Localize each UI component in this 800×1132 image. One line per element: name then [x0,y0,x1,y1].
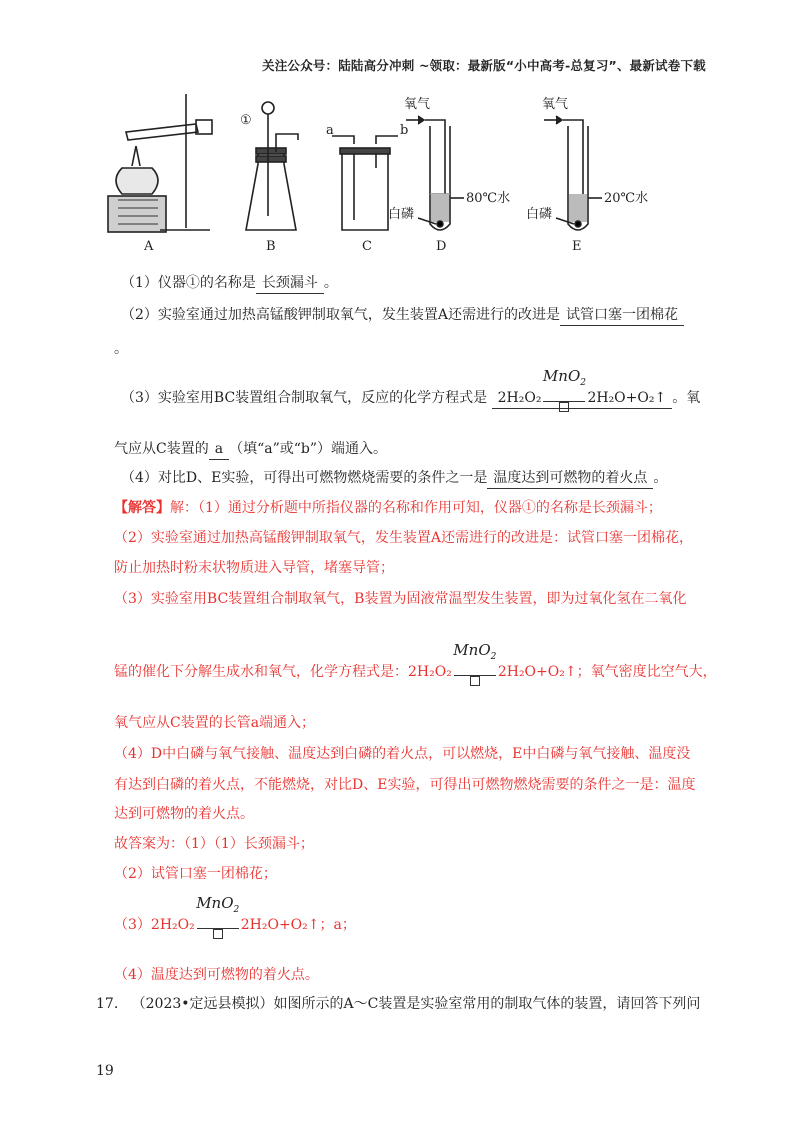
q4-line: （4）对比D、E实验，可得出可燃物燃烧需要的条件之一是 温度达到可燃物的着火点 。 [121,468,667,489]
fig-e-water: 20℃水 [604,191,649,206]
page-number: 19 [96,1063,114,1079]
q4-answer: 温度达到可燃物的着火点 [487,468,653,489]
solution-l5: 锰的催化下分解生成水和氧气，化学方程式是：2H₂O₂ MnO$_2$ 2H₂O+O₂↑；氧气密度比空气大， [114,662,717,682]
apparatus-figure [100,88,720,260]
q2-answer: 试管口塞一团棉花 [560,305,684,326]
solution-tag: 【解答】 [114,500,170,516]
solution-l3: 防止加热时粉末状物质进入导管，堵塞导管； [114,560,394,576]
fig-d-water: 80℃水 [466,191,511,206]
fig-circle-one: ① [240,113,252,128]
q1-line: （1）仪器①的名称是 长颈漏斗 。 [121,273,338,294]
answer-l2: （2）试管口塞一团棉花； [114,866,277,882]
fig-d-gas: 氧气 [404,97,431,112]
q3b-line: 气应从C装置的 a （填“a”或“b”）端通入。 [114,439,387,460]
q17-number: 17. [96,996,119,1012]
q3b-answer: a [209,439,229,460]
solution-l2: （2）实验室通过加热高锰酸钾制取氧气，发生装置A还需进行的改进是：试管口塞一团棉花， [114,530,694,546]
fig-e-p: 白磷 [526,207,553,222]
fig-label-c: C [362,239,372,254]
answer-l4: （4）温度达到可燃物的着火点。 [114,967,319,983]
q3-equation: 2H₂O₂ MnO$_2$ 2H₂O+O₂↑ [492,388,673,409]
solution-l1: 【解答】解：（1）通过分析题中所指仪器的名称和作用可知，仪器①的名称是长颈漏斗； [114,500,662,516]
solution-l4: （3）实验室用BC装置组合制取氧气，B装置为固液常温型发生装置，即为过氧化氢在二氧化 [114,591,687,607]
solution-l6: 氧气应从C装置的长管a端通入； [114,715,316,731]
q1-answer: 长颈漏斗 [256,273,324,294]
fig-c-a: a [326,123,334,138]
answer-l1: 故答案为：（1）（1）长颈漏斗； [114,836,314,852]
fig-d-p: 白磷 [388,207,415,222]
fig-c-b: b [400,123,409,138]
solution-l7: （4）D中白磷与氧气接触、温度达到白磷的着火点，可以燃烧，E中白磷与氧气接触、温度没 [114,746,691,762]
q17-line: 17. （2023•定远县模拟）如图所示的A～C装置是实验室常用的制取气体的装置，请回答下列问 [96,996,701,1012]
q3-line: （3）实验室用BC装置组合制取氧气，反应的化学方程式是 2H₂O₂ MnO$_2$ 2H₂O+O₂↑ 。氧 [121,388,700,409]
solution-l9: 达到可燃物的着火点。 [114,806,254,822]
solution-l8: 有达到白磷的着火点，不能燃烧，对比D、E实验，可得出可燃物燃烧需要的条件之一是：温度 [114,777,696,793]
fig-label-e: E [572,239,582,254]
answer-l3: （3）2H₂O₂ MnO$_2$ 2H₂O+O₂↑；a； [114,915,356,935]
fig-label-b: B [266,239,276,254]
q2-tail: 。 [114,341,128,357]
q2-line: （2）实验室通过加热高锰酸钾制取氧气，发生装置A还需进行的改进是 试管口塞一团棉花 [121,305,684,326]
fig-e-gas: 氧气 [542,97,569,112]
page-header: 关注公众号：陆陆高分冲刺 ~领取：最新版“小中高考-总复习”、最新试卷下载 [262,58,706,73]
fig-label-d: D [436,239,447,254]
fig-label-a: A [144,239,154,254]
